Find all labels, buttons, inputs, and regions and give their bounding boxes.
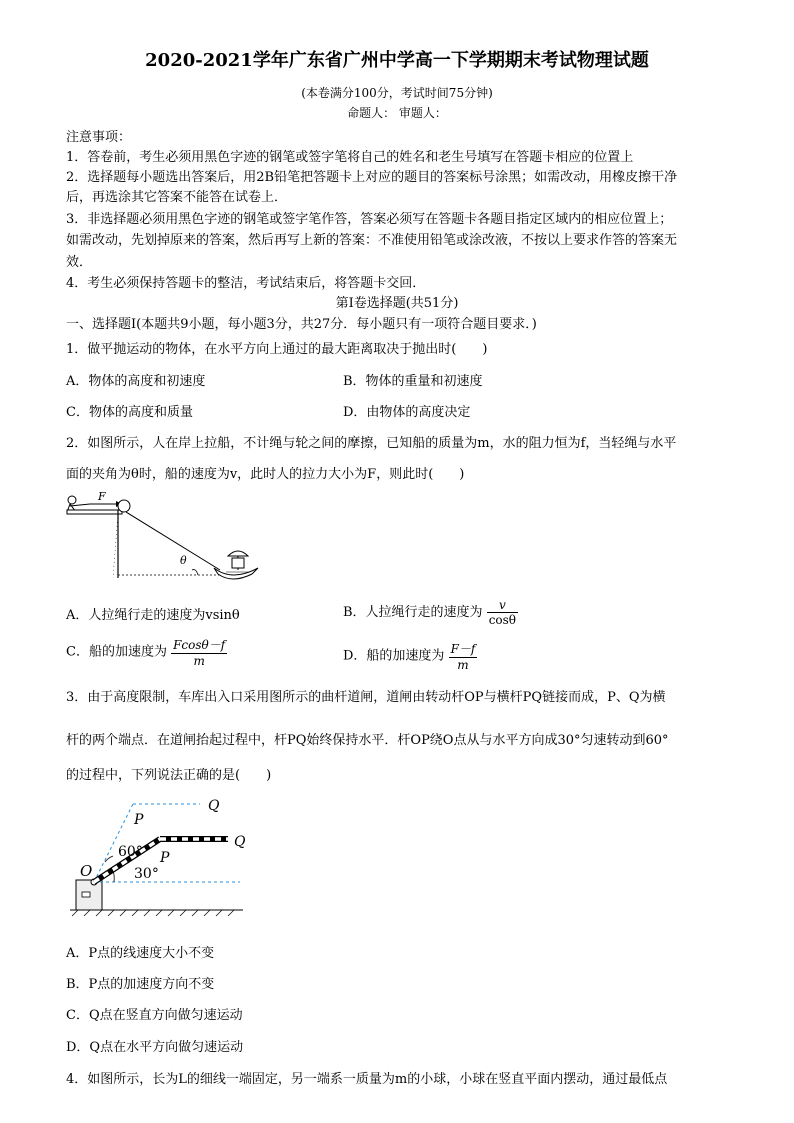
option-c-label: C．船的加速度为 — [66, 644, 167, 660]
section-intro: 一、选择题I(本题共9小题，每小题3分，共27分．每小题只有一项符合题目要求．) — [66, 317, 537, 332]
notice-line: 1．答卷前，考生必须用黑色字迹的钢笔或签字笔将自己的姓名和老生号填写在答题卡相应的位置上 — [66, 150, 634, 165]
q2-option-d — [343, 640, 477, 672]
q4-stem: 4．如图所示，长为L的细线一端固定，另一端系一质量为m的小球，小球在竖直平面内摆动，通过最低点 — [66, 1072, 668, 1087]
fraction — [487, 598, 518, 627]
q2-stem-line2: 面的夹角为θ时，船的速度为v，此时人的拉力大小为F，则此时( ) — [66, 467, 465, 482]
fig-label-angle-60: 60° — [118, 844, 143, 860]
fig-label-theta: θ — [180, 554, 187, 567]
q2-option-a: A．人拉绳行走的速度为vsinθ — [66, 608, 240, 623]
notice-line: 3．非选择题必须用黑色字迹的钢笔或签字笔作答，答案必须写在答题卡各题目指定区域内的相应位置上； — [66, 212, 673, 227]
fraction-numerator: F－f — [450, 642, 476, 656]
q3-stem-line3: 的过程中，下列说法正确的是( ) — [66, 768, 272, 783]
q3-option-c: C．Q点在竖直方向做匀速运动 — [66, 1008, 243, 1023]
notice-line: 4．考生必须保持答题卡的整洁，考试结束后，将答题卡交回． — [66, 276, 426, 291]
q1-option-a: A．物体的高度和初速度 — [66, 374, 206, 389]
q2-stem-line1: 2．如图所示，人在岸上拉船，不计绳与轮之间的摩擦，已知船的质量为m，水的阻力恒为f，当轻绳与水平 — [66, 436, 677, 451]
notice-heading: 注意事项： — [66, 130, 132, 145]
q3-option-b: B．P点的加速度方向不变 — [66, 977, 215, 992]
notice-line: 如需改动，先划掉原来的答案，然后再写上新的答案：不准使用铅笔或涂改液，不按以上要求作答的答案无 — [66, 233, 678, 248]
q1-option-b: B．物体的重量和初速度 — [343, 374, 483, 389]
q2-option-c — [66, 636, 227, 668]
authors: 命题人： 审题人： — [347, 106, 447, 120]
q1-stem: 1．做平抛运动的物体，在水平方向上通过的最大距离取决于抛出时( ) — [66, 342, 488, 357]
fraction-numerator: Fcosθ－f — [173, 638, 226, 652]
fraction-denominator: m — [457, 658, 469, 672]
q3-option-d: D．Q点在水平方向做匀速运动 — [66, 1040, 244, 1055]
fig-label-F: F — [98, 492, 106, 503]
q3-stem-line1: 3．由于高度限制，车库出入口采用图所示的曲杆道闸，道闸由转动杆OP与横杆PQ链接而成，P、Q为横 — [66, 690, 666, 705]
fig-label-P-upper: P — [134, 812, 144, 828]
q3-stem-line2: 杆的两个端点．在道闸抬起过程中，杆PQ始终保持水平．杆OP绕O点从与水平方向成30°匀速转动到60° — [66, 733, 669, 748]
fraction-denominator: m — [193, 654, 205, 668]
q2-option-b — [343, 598, 518, 627]
fig-label-P-lower: P — [160, 850, 170, 866]
fig-label-Q-upper: Q — [208, 798, 220, 814]
q1-option-d: D．由物体的高度决定 — [343, 405, 471, 420]
exam-info: (本卷满分100分，考试时间75分钟) — [301, 86, 493, 100]
fig-label-angle-30: 30° — [134, 866, 159, 882]
fraction-numerator: v — [487, 598, 518, 613]
q3-option-a: A．P点的线速度大小不变 — [66, 946, 215, 961]
page-title: 2020-2021学年广东省广州中学高一下学期期末考试物理试题 — [145, 50, 649, 71]
q1-option-c: C．物体的高度和质量 — [66, 405, 193, 420]
option-b-label: B．人拉绳行走的速度为 — [343, 605, 483, 620]
notice-line: 后，再选涂其它答案不能答在试卷上． — [66, 190, 288, 205]
fraction — [171, 636, 227, 668]
fig-label-Q-lower: Q — [234, 834, 246, 850]
q3-gate-figure — [68, 792, 248, 922]
fraction — [449, 640, 478, 672]
option-d-label: D．船的加速度为 — [343, 648, 445, 664]
section-title: 第I卷选择题(共51分) — [335, 296, 459, 311]
notice-line: 2．选择题每小题选出答案后，用2B铅笔把答题卡上对应的题目的答案标号涂黑；如需改动，用橡皮擦干净 — [66, 170, 678, 185]
q2-boat-figure — [62, 492, 272, 592]
notice-line: 效． — [66, 255, 93, 270]
fraction-denominator: cosθ — [488, 613, 517, 627]
fig-label-O: O — [80, 862, 93, 880]
